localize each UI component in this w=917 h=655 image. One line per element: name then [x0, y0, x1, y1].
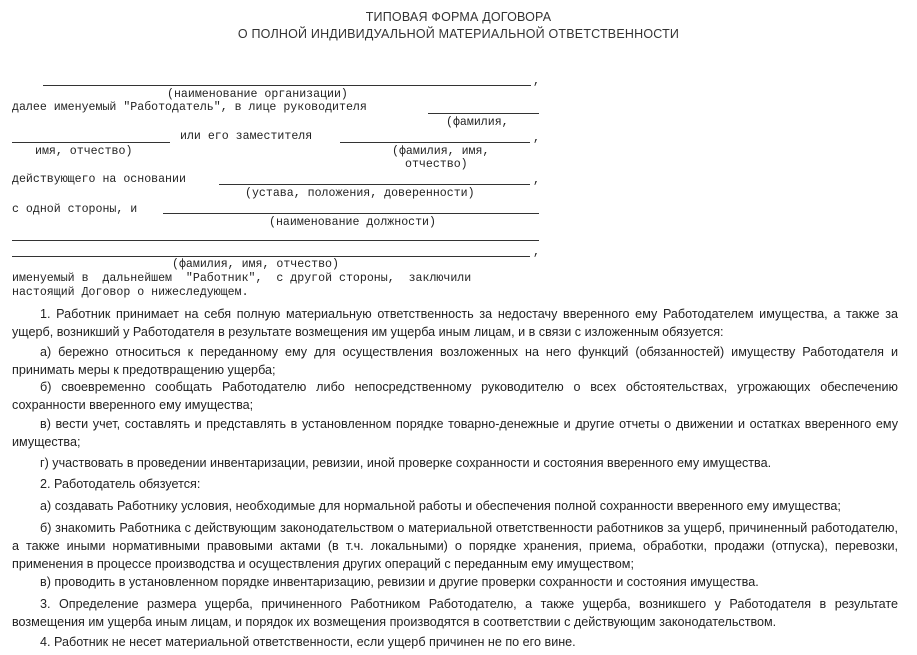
agreement-text: настоящий Договор о нижеследующем. — [12, 286, 249, 299]
employer-text: далее именуемый "Работодатель", в лице руководителя — [12, 101, 367, 114]
surname-name-hint: (фамилия, имя, — [392, 145, 490, 158]
clause-2v: в) проводить в установленном порядке инвентаризацию, ревизии и другие проверки сохранности и состояния имущества. — [40, 575, 759, 589]
clause-1a: а) бережно относиться к переданному ему для осуществления возложенных на него функций (обязанностей) имуществу Работодателя и принимать меры к предотвращению ущерба; — [12, 345, 898, 377]
clause-3: 3. Определение размера ущерба, причиненного Работником Работодателю, а также ущерба, возникшего у Работодателя в результате возмещения им ущерба иным лицам, и порядок их возмещения производятся в соответствии с действующим законодательством. — [12, 597, 898, 629]
position-hint: (наименование должности) — [269, 216, 436, 229]
worker-name-field-2[interactable] — [12, 256, 530, 257]
name-patronymic-hint: имя, отчество) — [35, 145, 133, 158]
basis-text: действующего на основании — [12, 173, 186, 186]
worker-text: именуемый в дальнейшем "Работник", с другой стороны, заключили — [12, 272, 472, 285]
clause-2a: а) создавать Работнику условия, необходимые для нормальной работы и обеспечения полной сохранности вверенного ему имущества; — [40, 499, 841, 513]
deputy-name-field[interactable] — [340, 142, 530, 143]
clause-1b: б) своевременно сообщать Работодателю либо непосредственному руководителю о всех обстоятельствах, угрожающих обеспечению сохранности вверенного ему имущества; — [12, 380, 898, 412]
patronymic-hint: отчество) — [405, 158, 468, 171]
clause-1g: г) участвовать в проведении инвентаризации, ревизии, иной проверке сохранности и состояния вверенного ему имущества. — [40, 456, 772, 470]
document-title-line1: ТИПОВАЯ ФОРМА ДОГОВОРА — [365, 10, 552, 24]
clause-2: 2. Работодатель обязуется: — [40, 477, 201, 491]
director-surname-field[interactable] — [428, 113, 539, 114]
basis-field[interactable] — [219, 184, 530, 185]
org-name-hint: (наименование организации) — [167, 88, 348, 101]
comma: , — [533, 246, 540, 259]
worker-name-field-1[interactable] — [12, 240, 539, 241]
full-name-hint: (фамилия, имя, отчество) — [172, 258, 339, 271]
position-field[interactable] — [163, 213, 539, 214]
clause-2b: б) знакомить Работника с действующим законодательством о материальной ответственности работников за ущерб, причиненный работодателю, а также иными нормативными правовыми актами (в т.ч. локальными) о порядке хранения, приема, обработки, продажи (отпуска), перевозки, применения в процессе производства и осуществления других операций с переданным ему имуществом; — [12, 521, 898, 571]
clause-4: 4. Работник не несет материальной ответственности, если ущерб причинен не по его вине. — [40, 635, 576, 649]
document-title-line2: О ПОЛНОЙ ИНДИВИДУАЛЬНОЙ МАТЕРИАЛЬНОЙ ОТВЕТСТВЕННОСТИ — [237, 27, 680, 41]
clause-1v: в) вести учет, составлять и представлять в установленном порядке товарно-денежные и другие отчеты о движении и остатках вверенного ему имущества; — [12, 417, 898, 449]
comma: , — [533, 132, 540, 145]
director-name-field[interactable] — [12, 142, 170, 143]
deputy-text: или его заместителя — [180, 130, 313, 143]
comma: , — [533, 174, 540, 187]
org-name-field[interactable] — [43, 85, 531, 86]
clause-1: 1. Работник принимает на себя полную материальную ответственность за недостачу вверенного ему Работодателем имущества, а также за ущерб, возникший у Работодателя в результате возмещения им ущерба иным лицам, и в связи с изложенным обязуется: — [12, 307, 898, 339]
comma: , — [533, 75, 540, 88]
basis-hint: (устава, положения, доверенности) — [245, 187, 475, 200]
surname-hint: (фамилия, — [446, 116, 509, 129]
one-side-text: с одной стороны, и — [12, 203, 138, 216]
